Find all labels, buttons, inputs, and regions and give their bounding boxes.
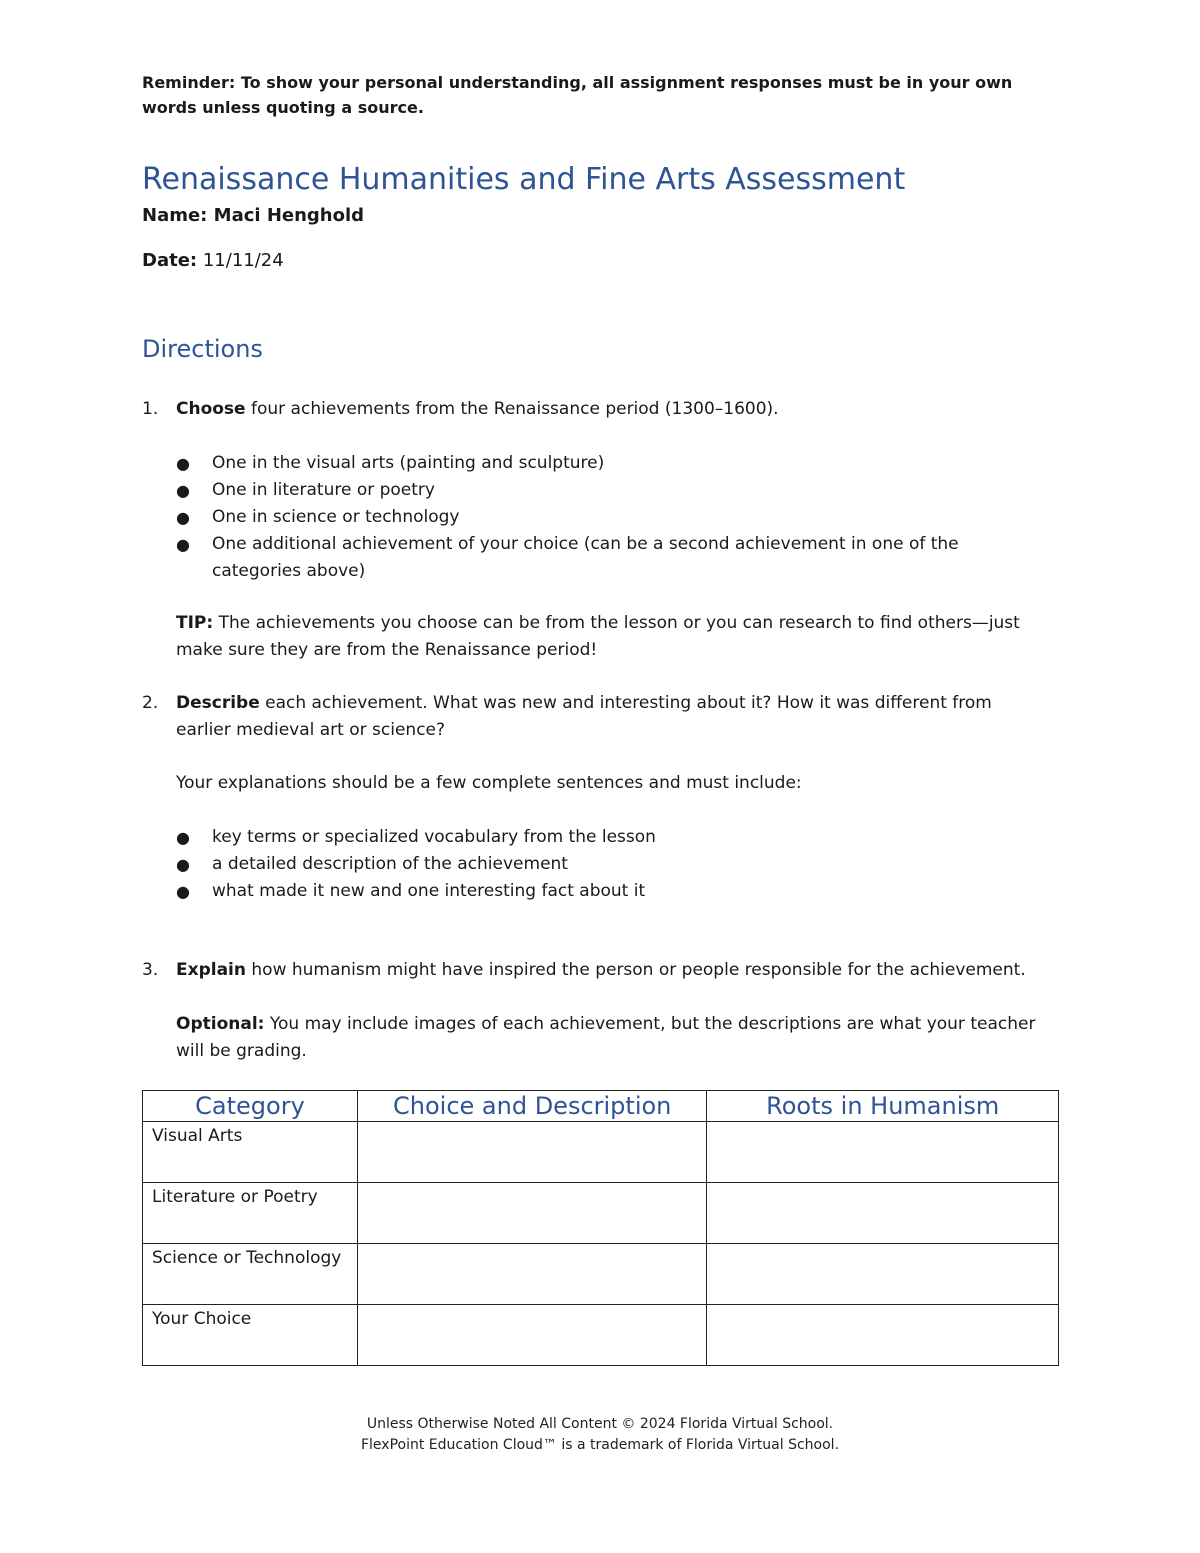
achievement-table <box>142 1090 1059 1366</box>
step-1-bullet-list <box>176 450 1056 585</box>
reminder-label: Reminder: <box>142 73 236 92</box>
bullet-icon: ● <box>176 481 190 500</box>
step-number: 2. <box>142 693 159 713</box>
bullet-icon: ● <box>176 828 190 847</box>
copyright-line: Unless Otherwise Noted All Content © 2024 Florida Virtual School. <box>366 1416 834 1432</box>
optional-label: Optional: <box>176 1014 265 1034</box>
tip-text: The achievements you choose can be from the lesson or you can research to find others—just make sure they are from the Renaissance period! <box>176 613 1020 660</box>
category-cell: Your Choice <box>143 1305 358 1366</box>
bullet-icon: ● <box>176 882 190 901</box>
reminder-note <box>142 70 1052 120</box>
bullet-icon: ● <box>176 855 190 874</box>
step-2 <box>142 690 1052 744</box>
step-keyword: Explain <box>176 960 246 980</box>
optional-note <box>176 1011 1056 1065</box>
header-category: Category <box>143 1091 358 1122</box>
roots-humanism-cell[interactable] <box>707 1122 1059 1183</box>
date-value: 11/11/24 <box>202 250 284 271</box>
step-number: 1. <box>142 399 159 419</box>
list-item: ● what made it new and one interesting fact about it <box>176 878 1056 905</box>
header-roots-humanism: Roots in Humanism <box>707 1091 1059 1122</box>
list-item: ● key terms or specialized vocabulary from the lesson <box>176 824 1056 851</box>
list-item: ● One in science or technology <box>176 504 1056 531</box>
list-item: ● a detailed description of the achievement <box>176 851 1056 878</box>
choice-description-cell[interactable] <box>357 1244 706 1305</box>
choice-description-cell[interactable] <box>357 1305 706 1366</box>
step-3 <box>142 957 1052 984</box>
tip-note <box>176 610 1056 664</box>
category-cell: Literature or Poetry <box>143 1183 358 1244</box>
category-cell: Visual Arts <box>143 1122 358 1183</box>
table-row <box>143 1122 1059 1183</box>
list-item: ● One additional achievement of your choice (can be a second achievement in one of the categories above) <box>176 531 1056 585</box>
name-label: Name: <box>142 205 208 226</box>
choice-description-cell[interactable] <box>357 1183 706 1244</box>
step-text: how humanism might have inspired the person or people responsible for the achievement. <box>245 960 1026 980</box>
student-name <box>142 205 364 226</box>
roots-humanism-cell[interactable] <box>707 1183 1059 1244</box>
step-number: 3. <box>142 960 159 980</box>
bullet-icon: ● <box>176 508 190 527</box>
date-label: Date: <box>142 250 198 271</box>
category-cell: Science or Technology <box>143 1244 358 1305</box>
table-header-row <box>143 1091 1059 1122</box>
page-title: Renaissance Humanities and Fine Arts Assessment <box>142 162 906 197</box>
step-text: four achievements from the Renaissance period (1300–1600). <box>245 399 779 419</box>
step-2-paragraph: Your explanations should be a few complete sentences and must include: <box>176 773 802 793</box>
step-text: each achievement. What was new and interesting about it? How it was different from earlier medieval art or science? <box>176 693 992 740</box>
optional-text: You may include images of each achievement, but the descriptions are what your teacher will be grading. <box>176 1014 1036 1061</box>
step-2-bullet-list <box>176 824 1056 905</box>
name-value: Maci Henghold <box>213 205 365 226</box>
step-keyword: Choose <box>176 399 246 419</box>
list-item: ● One in literature or poetry <box>176 477 1056 504</box>
header-choice-description: Choice and Description <box>357 1091 706 1122</box>
roots-humanism-cell[interactable] <box>707 1305 1059 1366</box>
choice-description-cell[interactable] <box>357 1122 706 1183</box>
directions-heading: Directions <box>142 335 263 363</box>
bullet-icon: ● <box>176 454 190 473</box>
page-footer <box>0 1414 1200 1456</box>
trademark-line: FlexPoint Education Cloud™ is a trademark of Florida Virtual School. <box>360 1437 840 1453</box>
reminder-text: To show your personal understanding, all assignment responses must be in your own words unless quoting a source. <box>142 73 1013 117</box>
table-row <box>143 1183 1059 1244</box>
bullet-icon: ● <box>176 535 190 554</box>
roots-humanism-cell[interactable] <box>707 1244 1059 1305</box>
tip-label: TIP: <box>176 613 214 633</box>
table-row <box>143 1305 1059 1366</box>
step-1 <box>142 396 1052 423</box>
table-row <box>143 1244 1059 1305</box>
assignment-date <box>142 250 284 271</box>
list-item: ● One in the visual arts (painting and sculpture) <box>176 450 1056 477</box>
step-keyword: Describe <box>176 693 260 713</box>
